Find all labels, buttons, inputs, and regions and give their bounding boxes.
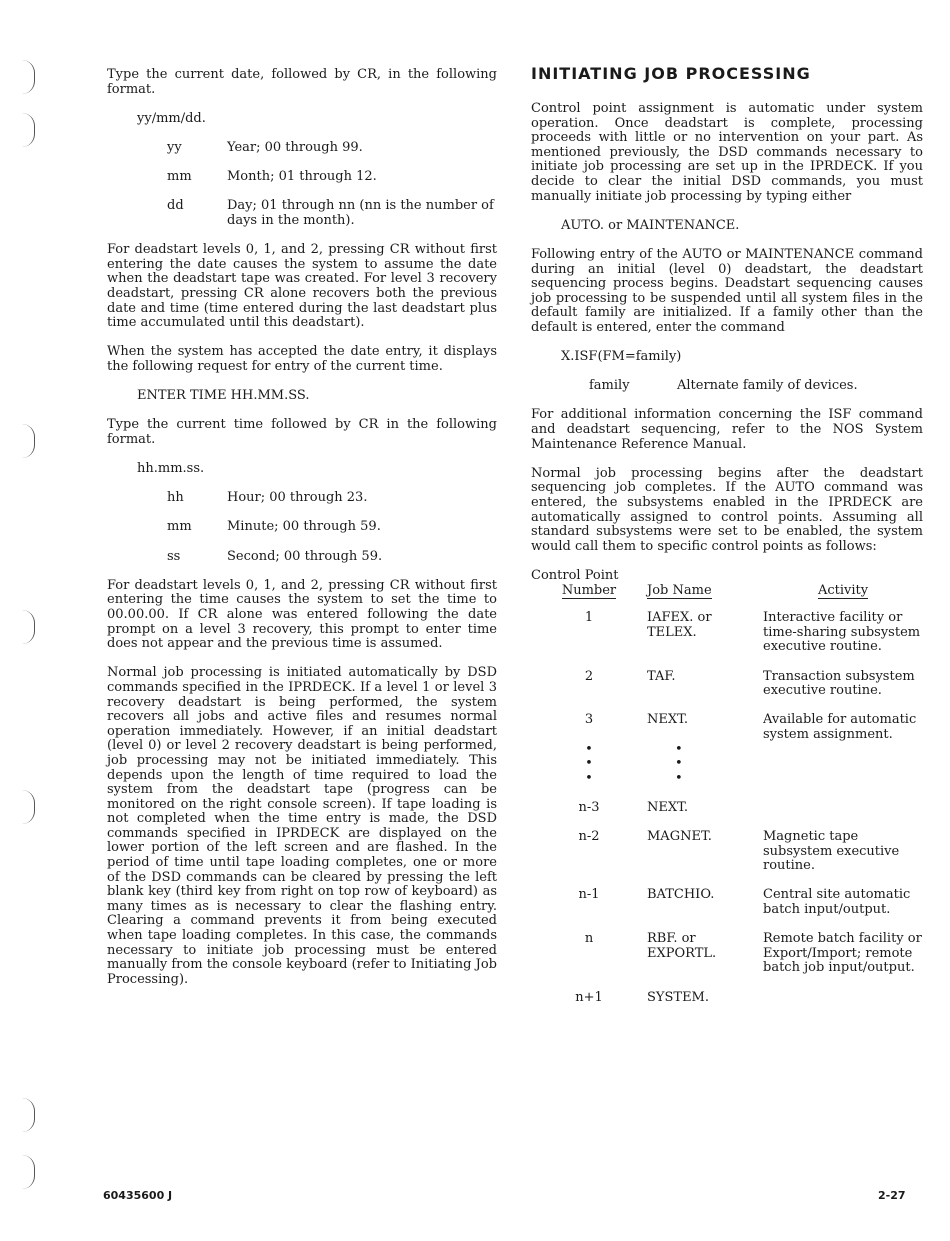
- paragraph: Normal job processing begins after the deadstart sequencing job completes. If the AUTO command was entered, the subsystems enabled in the IPRDECK are automatically assigned to control points. Assuming all standard subsystems were set to be enabled, the system would call them to specific control points as follows:: [531, 465, 923, 554]
- cell-activity: Remote batch facility or Export/Import; remote batch job input/output.: [763, 931, 922, 976]
- cell-job: IAFEX. or TELEX.: [647, 610, 712, 640]
- header-job-name: [647, 569, 763, 611]
- time-format: hh.mm.ss.: [137, 461, 205, 477]
- command-example: X.ISF(FM=family): [561, 349, 682, 365]
- header-label: Job Name: [647, 582, 712, 598]
- table-row: [531, 888, 923, 932]
- cell-job: NEXT.: [647, 712, 689, 728]
- dot: •: [675, 770, 683, 786]
- cell-number: n-2: [578, 829, 600, 845]
- param-desc: Day; 01 through nn (nn is the number of days in the month).: [227, 198, 494, 228]
- cell-job: RBF. or EXPORTL.: [647, 931, 717, 961]
- param-row: [107, 141, 497, 156]
- param-desc: Hour; 00 through 23.: [227, 490, 368, 506]
- dot: •: [585, 770, 593, 786]
- paragraph: Type the current time followed by CR in the following format.: [107, 417, 497, 447]
- param-key: hh: [167, 490, 184, 506]
- param-desc: Alternate family of devices.: [677, 378, 858, 394]
- binder-mark: [22, 424, 35, 458]
- table-row: [531, 713, 923, 742]
- header-line: Control Point: [531, 568, 619, 583]
- cell-number: 1: [584, 610, 594, 626]
- binder-mark: [22, 1155, 35, 1189]
- right-column: [531, 64, 923, 1005]
- paragraph: Type the current date, followed by CR, in the following format.: [107, 67, 497, 97]
- table-row: [531, 611, 923, 669]
- dot: •: [675, 741, 683, 757]
- ellipsis-row: [531, 743, 923, 758]
- left-column: [107, 68, 497, 987]
- param-desc: Second; 00 through 59.: [227, 548, 383, 564]
- paragraph: For deadstart levels 0, 1, and 2, pressing CR without first entering the time causes the system to set the time to 00.00.00. If CR alone was entered following the date prompt on a level 3 recovery, this prompt to enter time does not appear and the previous time is assumed.: [107, 577, 497, 652]
- param-row: [107, 491, 497, 506]
- table-header-row: [531, 569, 923, 611]
- dot: •: [585, 741, 593, 757]
- cell-job: MAGNET.: [647, 829, 712, 845]
- paragraph: Normal job processing is initiated automatically by DSD commands specified in the IPRDECK. If a level 1 or level 3 recovery deadstart is being performed, the system recovers all jobs and active files and resumes normal operation immediately. However, if an initial deadstart (level 0) or level 2 recovery deadstart is being performed, job processing may not be initiated immediately. This depends upon the length of time required to load the system from the deadstart tape (progress can be monitored on the right console screen). If tape loading is not completed when the time entry is made, the DSD commands specified in IPRDECK are displayed on the lower portion of the left screen and are flashed. In the period of time until tape loading completes, one or more of the DSD commands can be cleared by pressing the left blank key (third key from right on top row of keyboard) as many times as is necessary to clear the flashing entry. Clearing a command prevents it from being executed when tape loading completes. In this case, the commands necessary to initiate job processing must be entered manually from the console keyboard (refer to Initiating Job Processing).: [107, 665, 497, 987]
- param-key: dd: [167, 198, 184, 214]
- cell-activity: Transaction subsystem executive routine.: [763, 668, 915, 699]
- date-format: yy/mm/dd.: [137, 110, 206, 126]
- param-key: family: [589, 378, 630, 394]
- table-row: [531, 670, 923, 714]
- param-row: [107, 199, 497, 228]
- param-row: [531, 379, 923, 394]
- control-point-table: [531, 569, 923, 1005]
- page-number: 2-27: [878, 1189, 906, 1202]
- cell-job: TAF.: [647, 668, 676, 684]
- dot: •: [675, 756, 683, 772]
- cell-number: 3: [584, 712, 594, 728]
- binder-mark: [22, 1098, 35, 1132]
- param-key: mm: [167, 519, 192, 535]
- cell-number: 2: [584, 668, 594, 684]
- binder-mark: [22, 790, 35, 824]
- header-label: Activity: [817, 582, 869, 598]
- cell-job: BATCHIO.: [647, 887, 715, 903]
- cell-number: n-1: [578, 887, 600, 903]
- paragraph: Following entry of the AUTO or MAINTENANCE command during an initial (level 0) deadstart, the deadstart sequencing process begins. Deadstart sequencing causes job processing to be suspended until all system files in the default family are initialized. If a family other than the default is entered, enter the command: [531, 246, 923, 335]
- cell-activity: [763, 991, 923, 1006]
- binder-mark: [22, 113, 35, 147]
- param-row: [107, 520, 497, 535]
- paragraph: For deadstart levels 0, 1, and 2, pressing CR without first entering the date causes the system to assume the date when the deadstart tape was created. For level 3 recovery deadstart, pressing CR alone recovers both the previous date and time (time entered during the last deadstart plus time accumulated until this deadstart).: [107, 242, 497, 331]
- dot: •: [585, 756, 593, 772]
- table-row: [531, 830, 923, 888]
- ellipsis-row: [531, 757, 923, 772]
- header-line: Number: [561, 582, 617, 598]
- time-prompt: ENTER TIME HH.MM.SS.: [137, 388, 310, 404]
- paragraph: Control point assignment is automatic under system operation. Once deadstart is complete, processing proceeds with little or no intervention on your part. As mentioned previously, the DSD commands necessary to initiate job processing are set up in the IPRDECK. If you decide to clear the initial DSD commands, you must manually initiate job processing by typing either: [531, 101, 923, 204]
- command-example: AUTO. or MAINTENANCE.: [561, 217, 740, 233]
- binder-mark: [22, 610, 35, 644]
- paragraph: When the system has accepted the date entry, it displays the following request for entry of the current time.: [107, 344, 497, 374]
- cell-number: n+1: [575, 989, 603, 1005]
- table-row: [531, 991, 923, 1006]
- param-key: yy: [167, 139, 182, 155]
- binder-mark: [22, 60, 35, 94]
- cell-activity: Available for automatic system assignment.: [763, 712, 917, 742]
- paragraph: For additional information concerning the ISF command and deadstart sequencing, refer to the NOS System Maintenance Reference Manual.: [531, 407, 923, 452]
- param-desc: Month; 01 through 12.: [227, 169, 377, 185]
- cell-activity: Interactive facility or time-sharing subsystem executive routine.: [763, 610, 921, 655]
- param-key: mm: [167, 169, 192, 185]
- cell-number: n: [584, 931, 594, 947]
- param-desc: Year; 00 through 99.: [227, 139, 363, 155]
- header-control-point: [531, 569, 647, 611]
- param-key: ss: [167, 548, 181, 564]
- table-row: [531, 932, 923, 990]
- document-number: 60435600 J: [103, 1189, 173, 1202]
- param-row: [107, 550, 497, 565]
- cell-number: n-3: [578, 799, 600, 815]
- cell-job: NEXT.: [647, 799, 689, 815]
- section-heading: INITIATING JOB PROCESSING: [531, 64, 811, 83]
- cell-job: SYSTEM.: [647, 989, 709, 1005]
- cell-activity: Central site automatic batch input/output.: [763, 887, 911, 918]
- cell-activity: [763, 801, 923, 830]
- param-desc: Minute; 00 through 59.: [227, 519, 381, 535]
- cell-activity: Magnetic tape subsystem executive routine.: [763, 829, 900, 874]
- header-activity: [763, 569, 923, 611]
- table-row: [531, 801, 923, 830]
- param-row: [107, 170, 497, 185]
- ellipsis-row: [531, 772, 923, 801]
